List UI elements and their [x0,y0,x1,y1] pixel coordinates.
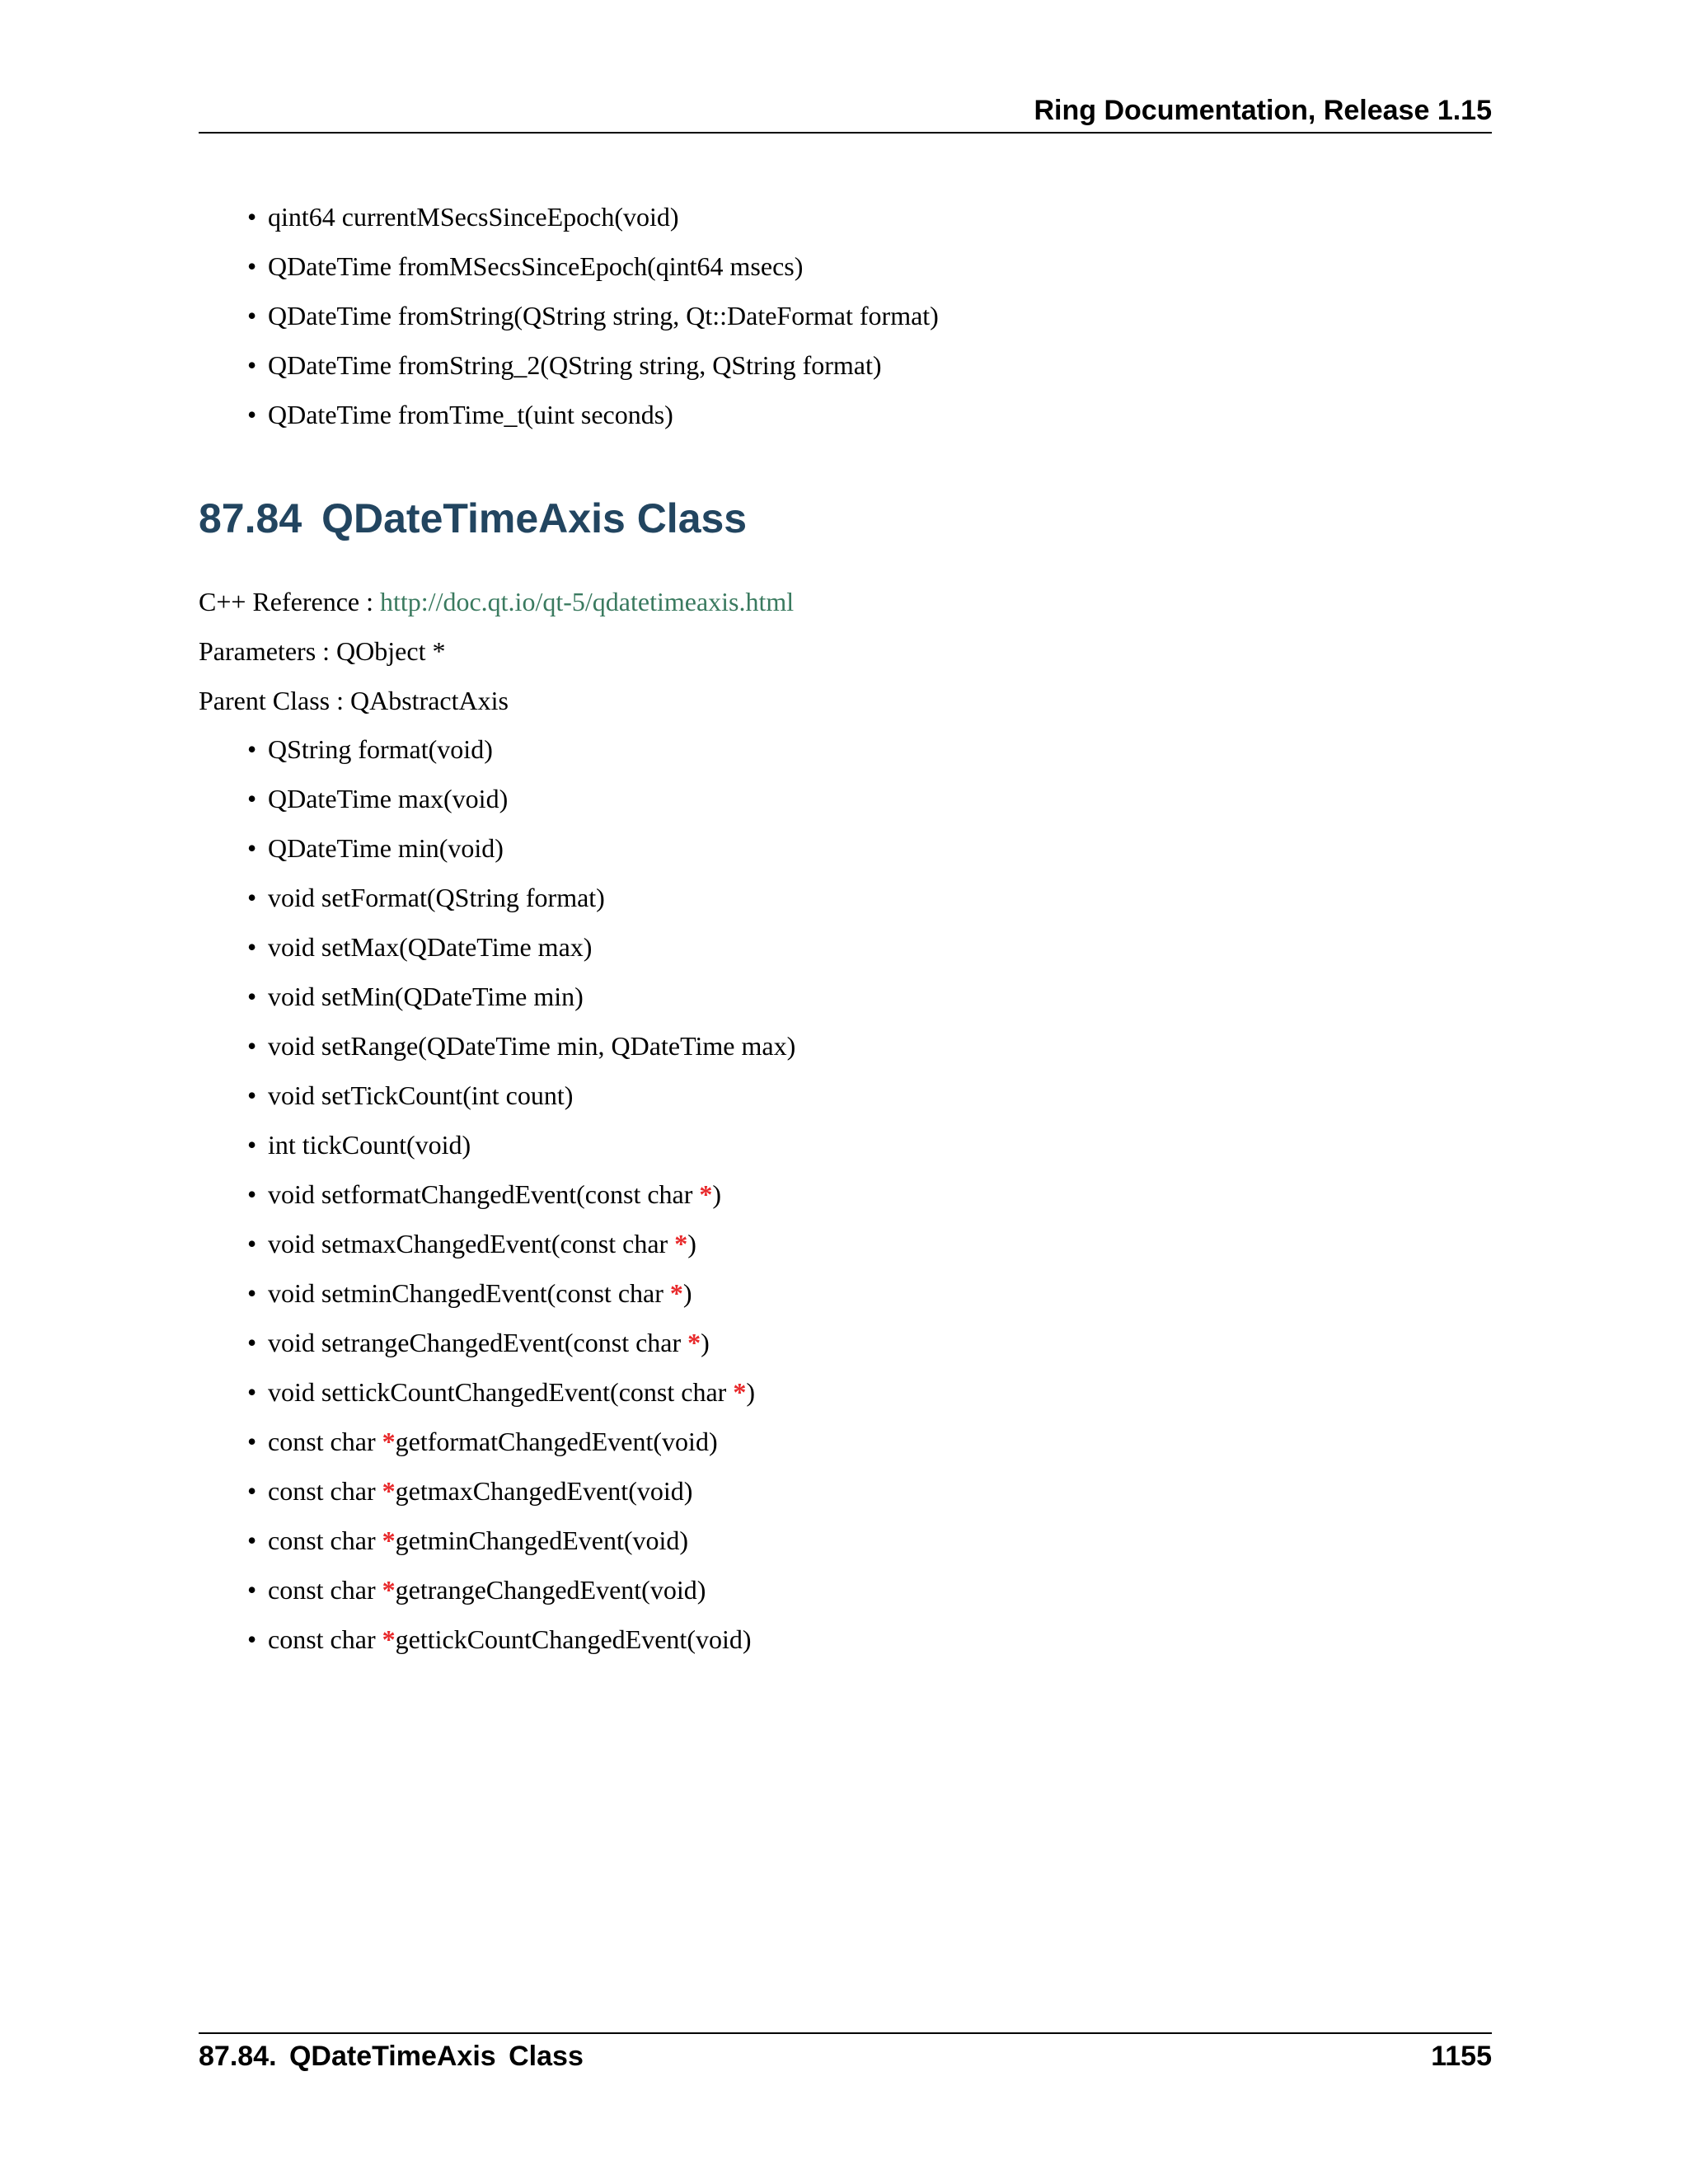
list-item: • void settickCountChangedEvent(const char *) [247,1367,795,1417]
cpp-reference-line [199,577,794,626]
list-item: • const char *gettickCountChangedEvent(void) [247,1615,795,1664]
pointer-star: * [382,1526,396,1555]
pointer-star: * [699,1179,713,1209]
list-item: • void setFormat(QString format) [247,873,795,922]
page-number: 1155 [1431,2041,1492,2072]
pointer-star: * [382,1624,396,1654]
list-item: • const char *getformatChangedEvent(void) [247,1417,795,1466]
list-item: • QDateTime fromTime_t(uint seconds) [247,390,939,439]
pointer-star: * [674,1229,688,1258]
parameters-line: Parameters : QObject * [199,636,446,666]
page-header [199,92,1492,134]
list-item: • void setrangeChangedEvent(const char *) [247,1318,795,1367]
list-item: • const char *getminChangedEvent(void) [247,1516,795,1565]
list-item: • void setRange(QDateTime min, QDateTime max) [247,1021,795,1071]
list-item: • qint64 currentMSecsSinceEpoch(void) [247,192,939,241]
pointer-star: * [687,1328,701,1357]
pointer-star: * [382,1427,396,1456]
pointer-star: * [669,1278,683,1308]
list-item: • QDateTime fromString(QString string, Qt::DateFormat format) [247,291,939,340]
parent-class-line: Parent Class : QAbstractAxis [199,686,509,715]
document-title: Ring Documentation, Release 1.15 [1034,95,1492,126]
reference-label: C++ Reference : [199,587,380,616]
list-item: • const char *getrangeChangedEvent(void) [247,1565,795,1615]
reference-link[interactable]: http://doc.qt.io/qt-5/qdatetimeaxis.html [380,587,795,616]
list-item: • void setminChangedEvent(const char *) [247,1268,795,1318]
method-list [247,724,795,1664]
section-number: 87.84 [199,495,302,541]
section-title: QDateTimeAxis Class [321,495,748,541]
page-footer [199,2032,1492,2083]
list-item: • const char *getmaxChangedEvent(void) [247,1466,795,1516]
list-item: • void setmaxChangedEvent(const char *) [247,1219,795,1268]
list-item: • void setMin(QDateTime min) [247,972,795,1021]
list-item: • QDateTime fromMSecsSinceEpoch(qint64 msecs) [247,241,939,291]
list-item: • void setTickCount(int count) [247,1071,795,1120]
list-item: • QDateTime fromString_2(QString string, QString format) [247,340,939,390]
pointer-star: * [382,1476,396,1506]
list-item: • int tickCount(void) [247,1120,795,1169]
list-item: • QDateTime min(void) [247,823,795,873]
pointer-star: * [733,1377,747,1407]
section-heading [199,487,747,550]
footer-section-title: 87.84. QDateTimeAxis Class [199,2041,584,2072]
list-item: • QDateTime max(void) [247,774,795,823]
list-item: • QString format(void) [247,724,795,774]
list-item: • void setformatChangedEvent(const char *) [247,1169,795,1219]
pointer-star: * [382,1575,396,1605]
top-method-list [247,192,939,439]
list-item: • void setMax(QDateTime max) [247,922,795,972]
